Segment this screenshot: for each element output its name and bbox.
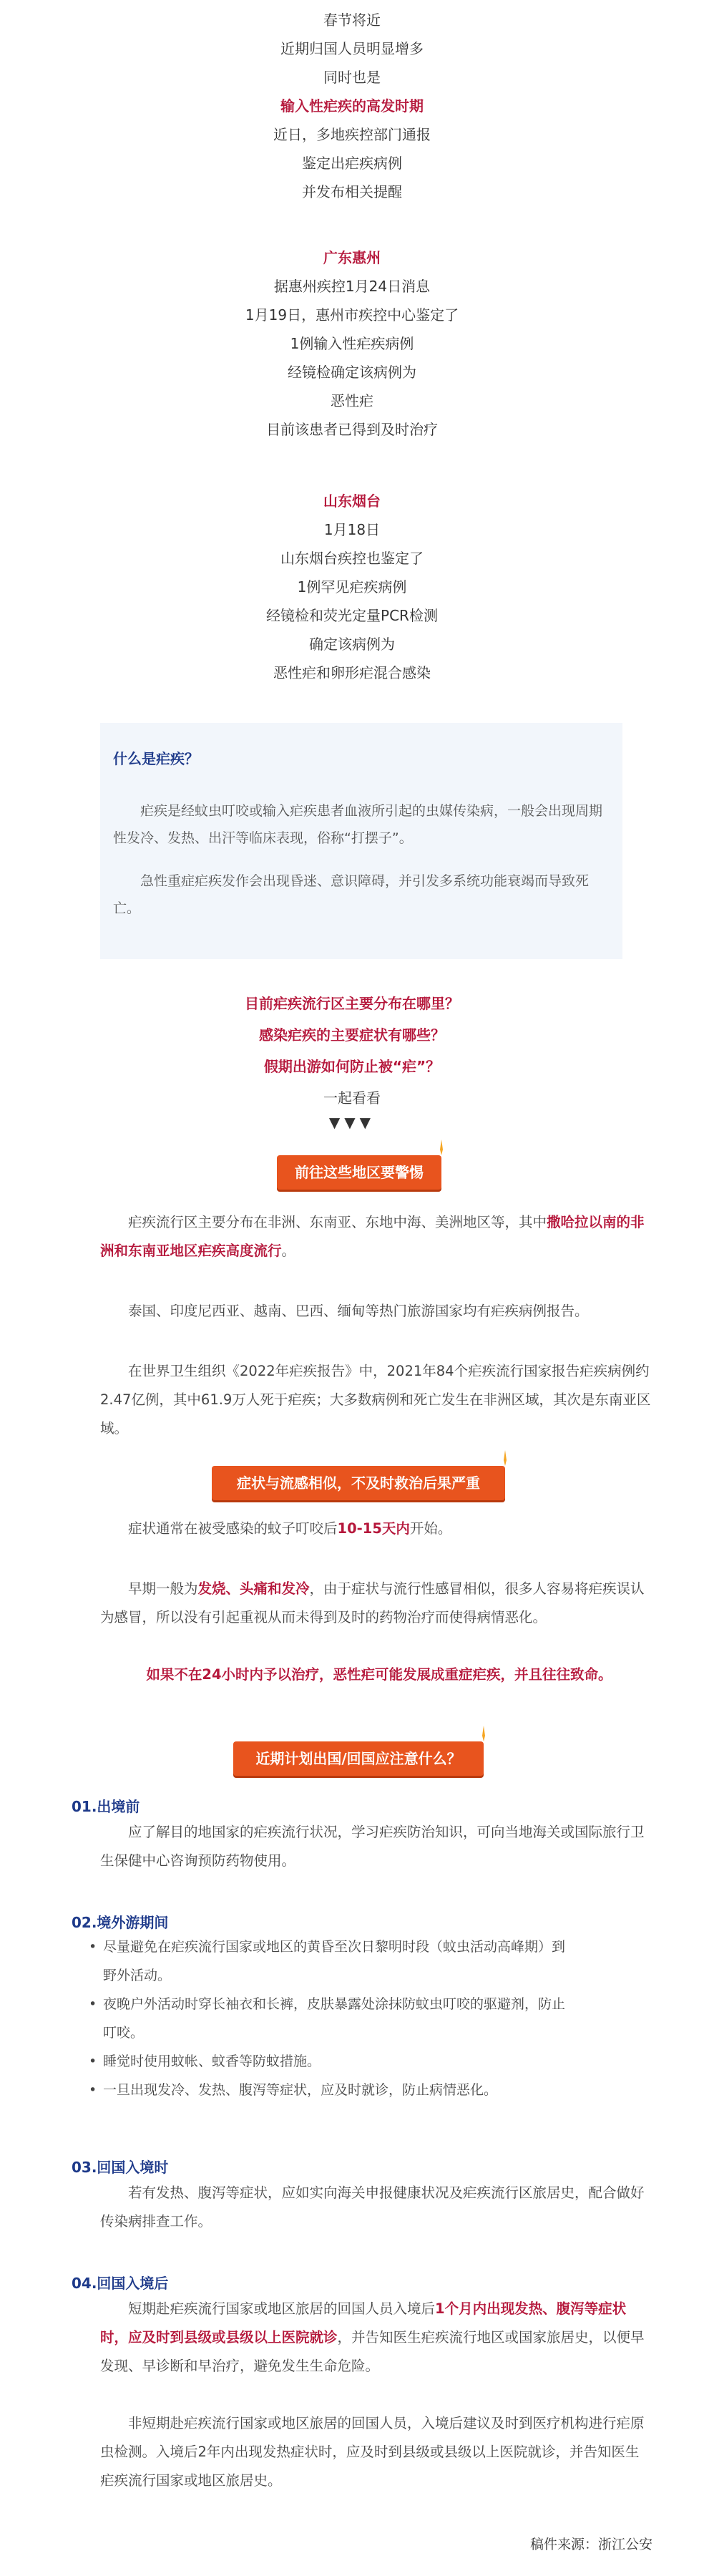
before-departure-heading: 01.出境前: [72, 1798, 140, 1815]
after-entry-section: [100, 2295, 651, 2495]
list-item: • 夜晚户外活动时穿长袖衣和长裤，皮肤暴露处涂抹防蚊虫叮咬的驱避剂，防止叮咬。: [103, 1990, 571, 2047]
return-entry-heading: 03.回国入境时: [72, 2159, 169, 2176]
symptom-highlight: 10-15天内: [337, 1520, 410, 1537]
after-entry-text: 短期赴疟疾流行国家或地区旅居的回国人员入境后: [128, 2300, 436, 2317]
shandong-block: [0, 487, 704, 687]
abroad-list: [84, 1933, 571, 2104]
guangdong-block: [0, 243, 704, 444]
guangdong-line: 据惠州疾控1月24日消息: [273, 278, 431, 295]
question-line: 假期出游如何防止被“疟”？: [263, 1058, 441, 1075]
return-entry-text: 若有发热、腹泻等症状，应如实向海关申报健康状况及疟疾流行区旅居史，配合做好传染病排查工作。: [100, 2184, 645, 2230]
shandong-line: 山东烟台疾控也鉴定了: [280, 550, 424, 567]
intro-line: 并发布相关提醒: [302, 183, 402, 200]
question-line: 感染疟疾的主要症状有哪些？: [259, 1026, 445, 1044]
info-box-paragraph: 疟疾是经蚊虫叮咬或输入疟疾患者血液所引起的虫媒传染病，一般会出现周期性发冷、发热、出汗等临床表现，俗称“打摆子”。: [113, 803, 603, 846]
region-paragraph-3: 在世界卫生组织《2022年疟疾报告》中，2021年84个疟疾流行国家报告疟疾病例约2.47亿例，其中61.9万人死于疟疾；大多数病例和死亡发生在非洲区域，其次是东南亚区域。: [100, 1363, 651, 1437]
symptom-paragraph-2: [100, 1575, 651, 1632]
guangdong-line: 恶性疟: [331, 392, 373, 409]
shandong-line: 1月18日: [323, 521, 381, 538]
after-entry-paragraph-2: 非短期赴疟疾流行国家或地区旅居的回国人员，入境后建议及时到医疗机构进行疟原虫检测。入境后2年内出现发热症状时，应及时到县级或县级以上医院就诊，并告知医生疟疾流行国家或地区旅居史。: [100, 2415, 645, 2489]
intro-line: 同时也是: [323, 69, 381, 86]
region-paragraph-1: [100, 1208, 651, 1265]
shandong-line: 恶性疟和卵形疟混合感染: [273, 664, 431, 681]
list-item: • 睡觉时使用蚊帐、蚊香等防蚊措施。: [103, 2047, 571, 2076]
symptom-section: [100, 1515, 651, 1689]
shandong-line: 经镜检和荧光定量PCR检测: [266, 607, 438, 624]
banner-regions: [277, 1155, 441, 1190]
symptom-text-end: ，由于症状与流行性感冒相似，很多人容易将疟疾误认为感冒，所以没有引起重视从而未得到及时的药物治疗而使得病情恶化。: [100, 1580, 645, 1625]
abroad-heading: 02.境外游期间: [72, 1914, 169, 1931]
shandong-line: 1例罕见疟疾病例: [297, 578, 407, 596]
list-item: • 一旦出现发冷、发热、腹泻等症状，应及时就诊，防止病情恶化。: [103, 2076, 571, 2104]
after-entry-paragraph-1: [100, 2295, 651, 2381]
after-entry-heading: 04.回国入境后: [72, 2275, 169, 2292]
intro-line: 鉴定出疟疾病例: [302, 155, 402, 172]
symptom-paragraph-1: [100, 1515, 651, 1543]
intro-block: [0, 6, 704, 206]
after-entry-text-end: ，并告知医生疟疾流行地区或国家旅居史，以便早发现、早诊断和早治疗，避免发生生命危险。: [100, 2329, 645, 2374]
after-entry-highlight: 1个月内出现发热、腹泻等症状时，应及时到县级或县级以上医院就诊: [100, 2300, 627, 2346]
guangdong-line: 1月19日，惠州市疾控中心鉴定了: [245, 306, 459, 324]
region-highlight: 撒哈拉以南的非洲和东南亚地区疟疾高度流行: [100, 1214, 645, 1259]
banner-regions-label: 前往这些地区要警惕: [295, 1164, 424, 1181]
banner-travel-tips: [233, 1741, 484, 1776]
malaria-info-box: [100, 723, 622, 959]
info-box-title: 什么是疟疾？: [113, 750, 199, 767]
questions-block: [0, 988, 704, 1131]
guangdong-line: 经镜检确定该病例为: [288, 364, 416, 381]
symptom-text-end: 开始。: [409, 1520, 452, 1537]
banner-travel-tips-label: 近期计划出国/回国应注意什么？: [255, 1750, 461, 1767]
sparkle-icon: [479, 1726, 488, 1741]
intro-line: 春节将近: [323, 11, 381, 29]
banner-symptoms-label: 症状与流感相似，不及时救治后果严重: [237, 1474, 480, 1492]
guangdong-heading: 广东惠州: [323, 249, 381, 266]
intro-line: 近期归国人员明显增多: [280, 40, 424, 57]
symptom-text: 症状通常在被受感染的蚊子叮咬后: [128, 1520, 338, 1537]
warning-text: 如果不在24小时内予以治疗，恶性疟可能发展成重症疟疾，并且往往致命。: [146, 1666, 612, 1683]
list-item: • 尽量避免在疟疾流行国家或地区的黄昏至次日黎明时段（蚊虫活动高峰期）到野外活动。: [103, 1933, 571, 1990]
symptom-text: 早期一般为: [128, 1580, 198, 1597]
symptom-highlight: 发烧、头痛和发冷: [197, 1580, 310, 1597]
guangdong-line: 目前该患者已得到及时治疗: [266, 421, 438, 438]
shandong-line: 确定该病例为: [309, 636, 395, 653]
look-together-text: 一起看看: [323, 1089, 381, 1107]
region-text-end: 。: [281, 1243, 296, 1259]
shandong-heading: 山东烟台: [323, 492, 381, 510]
intro-highlight: 输入性疟疾的高发时期: [280, 97, 424, 115]
down-arrows-icon: ▼▼▼: [328, 1114, 376, 1131]
source-credit: 稿件来源：浙江公安: [529, 2537, 652, 2552]
sparkle-icon: [437, 1139, 446, 1155]
intro-line: 近日，多地疾控部门通报: [273, 126, 431, 143]
region-section: [100, 1208, 651, 1443]
region-paragraph-2: 泰国、印度尼西亚、越南、巴西、缅甸等热门旅游国家均有疟疾病例报告。: [128, 1303, 589, 1319]
guangdong-line: 1例输入性疟疾病例: [290, 335, 414, 352]
info-box-paragraph: 急性重症疟疾发作会出现昏迷、意识障碍，并引发多系统功能衰竭而导致死亡。: [113, 873, 590, 916]
before-departure-section: [100, 1818, 651, 1875]
banner-symptoms: [212, 1466, 505, 1500]
return-entry-section: [100, 2179, 651, 2236]
before-departure-text: 应了解目的地国家的疟疾流行状况，学习疟疾防治知识，可向当地海关或国际旅行卫生保健中心咨询预防药物使用。: [100, 1824, 645, 1869]
sparkle-icon: [501, 1450, 509, 1466]
abroad-section: [84, 1933, 571, 2104]
question-line: 目前疟疾流行区主要分布在哪里？: [245, 995, 459, 1012]
region-text: 疟疾流行区主要分布在非洲、东南亚、东地中海、美洲地区等，其中: [128, 1214, 547, 1230]
